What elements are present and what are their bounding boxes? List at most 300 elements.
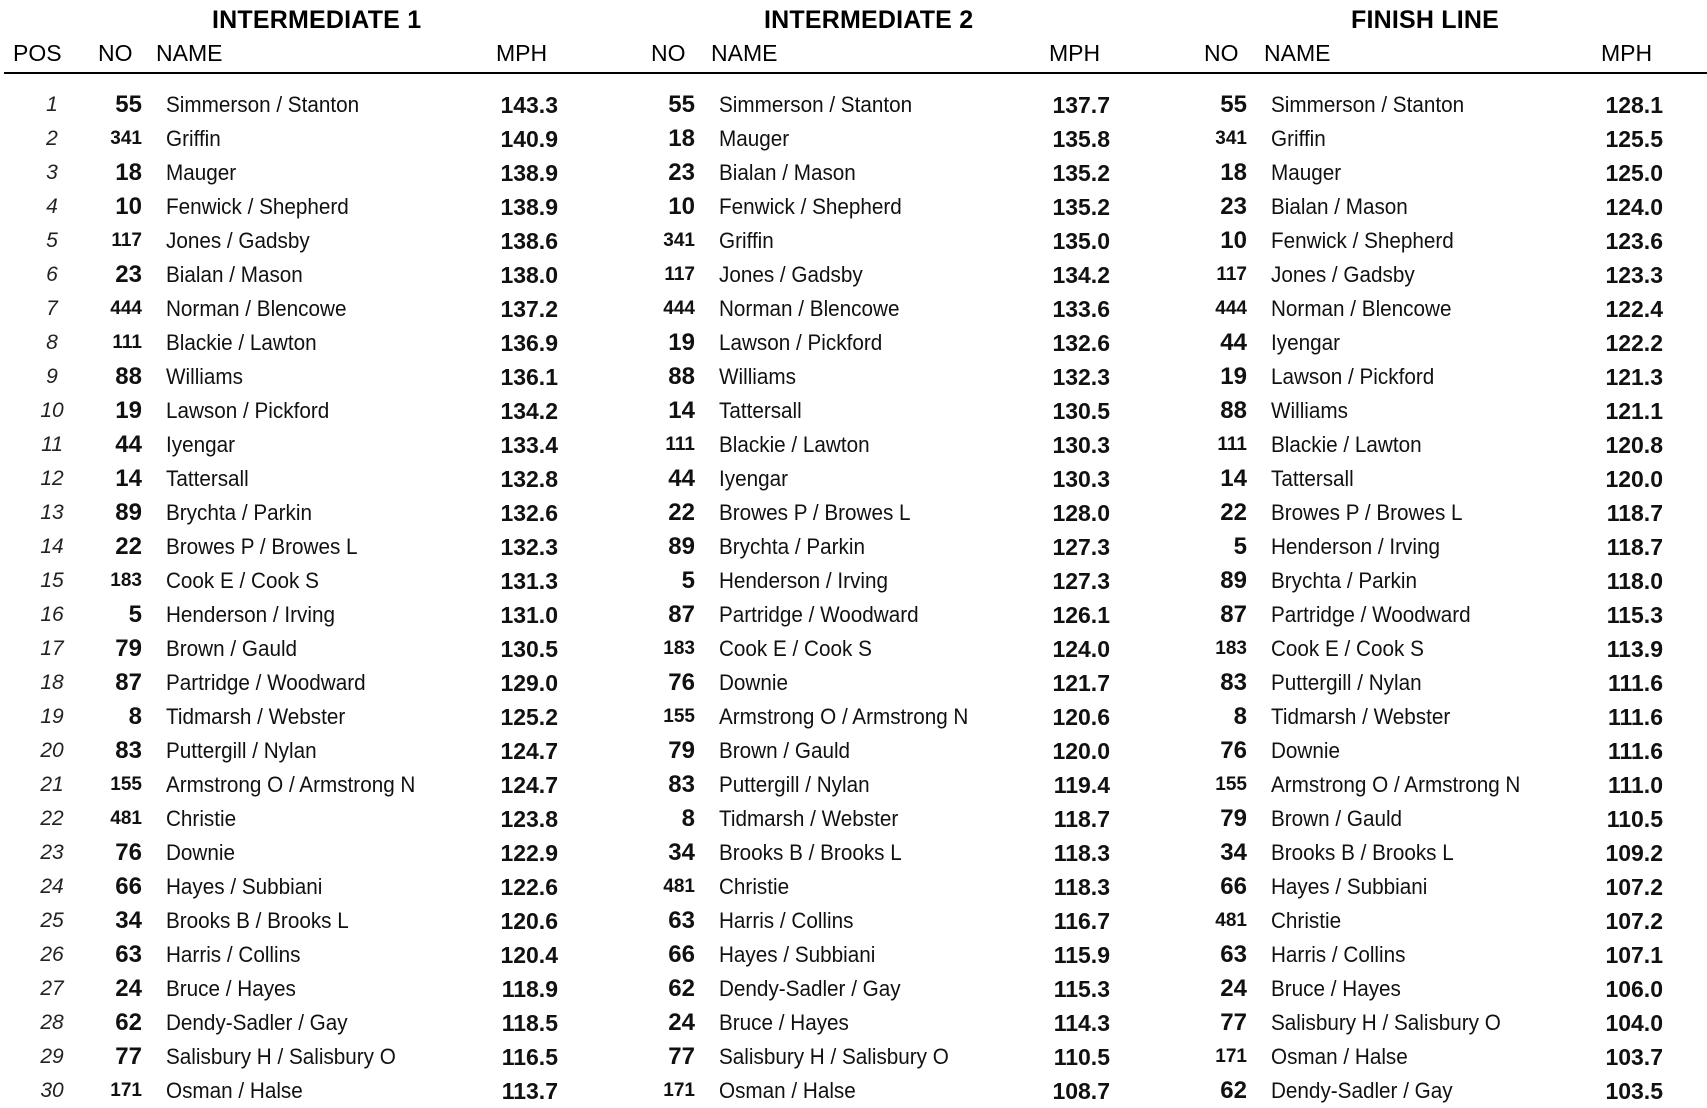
entry-number-cell: 22: [1220, 499, 1247, 526]
crew-name-cell: Salisbury H / Salisbury O: [719, 1044, 949, 1069]
position-cell: 25: [40, 909, 64, 932]
crew-name-cell: Dendy-Sadler / Gay: [166, 1010, 348, 1035]
speed-mph-cell: 138.0: [500, 262, 558, 288]
entry-number-cell: 89: [1220, 567, 1247, 594]
table-row: [0, 734, 1707, 768]
position-cell: 24: [40, 875, 64, 898]
entry-number-cell: 14: [115, 465, 142, 492]
speed-mph-cell: 118.3: [1053, 840, 1110, 866]
header-mph-3: MPH: [1601, 40, 1653, 66]
entry-number-cell: 88: [1220, 397, 1247, 424]
entry-number-cell: 155: [663, 706, 695, 727]
speed-mph-cell: 113.7: [501, 1078, 558, 1104]
table-row: [0, 598, 1707, 632]
crew-name-cell: Hayes / Subbiani: [1271, 874, 1428, 899]
table-row: [0, 224, 1707, 258]
entry-number-cell: 14: [668, 397, 695, 424]
table-row: [0, 938, 1707, 972]
entry-number-cell: 87: [1220, 601, 1247, 628]
crew-name-cell: Norman / Blencowe: [166, 296, 347, 321]
entry-number-cell: 87: [115, 669, 142, 696]
entry-number-cell: 19: [668, 329, 695, 356]
crew-name-cell: Tidmarsh / Webster: [719, 806, 899, 831]
speed-mph-cell: 125.5: [1605, 126, 1663, 152]
entry-number-cell: 89: [115, 499, 142, 526]
entry-number-cell: 341: [1215, 128, 1247, 149]
speed-mph-cell: 116.5: [501, 1044, 558, 1070]
entry-number-cell: 62: [668, 975, 695, 1002]
speed-mph-cell: 121.7: [1052, 670, 1110, 696]
speed-mph-cell: 120.8: [1605, 432, 1663, 458]
crew-name-cell: Griffin: [719, 228, 774, 253]
entry-number-cell: 341: [663, 230, 695, 251]
table-row: [0, 462, 1707, 496]
crew-name-cell: Partridge / Woodward: [1271, 602, 1471, 627]
crew-name-cell: Tidmarsh / Webster: [166, 704, 346, 729]
entry-number-cell: 88: [115, 363, 142, 390]
crew-name-cell: Williams: [1271, 398, 1348, 423]
position-cell: 20: [40, 739, 64, 762]
entry-number-cell: 34: [115, 907, 142, 934]
crew-name-cell: Puttergill / Nylan: [1271, 670, 1422, 695]
speed-mph-cell: 111.0: [1607, 772, 1663, 798]
speed-mph-cell: 133.4: [500, 432, 558, 458]
speed-mph-cell: 108.7: [1052, 1078, 1110, 1104]
crew-name-cell: Henderson / Irving: [166, 602, 335, 627]
table-row: [0, 666, 1707, 700]
speed-mph-cell: 119.4: [1053, 772, 1110, 798]
crew-name-cell: Puttergill / Nylan: [719, 772, 870, 797]
crew-name-cell: Brychta / Parkin: [719, 534, 865, 559]
entry-number-cell: 171: [110, 1080, 142, 1101]
speed-mph-cell: 107.2: [1605, 908, 1663, 934]
speed-mph-cell: 111.6: [1607, 738, 1663, 764]
header-no-2: NO: [651, 40, 686, 66]
table-row: [0, 292, 1707, 326]
entry-number-cell: 444: [663, 298, 695, 319]
crew-name-cell: Mauger: [719, 126, 790, 151]
header-divider: [4, 72, 1707, 74]
speed-mph-cell: 118.7: [1053, 806, 1110, 832]
position-cell: 18: [40, 671, 64, 694]
crew-name-cell: Mauger: [1271, 160, 1342, 185]
entry-number-cell: 77: [1220, 1009, 1247, 1036]
entry-number-cell: 55: [1220, 91, 1247, 118]
speed-mph-cell: 121.3: [1605, 364, 1663, 390]
table-row: [0, 870, 1707, 904]
table-row: [0, 632, 1707, 666]
position-cell: 22: [40, 807, 64, 830]
speed-mph-cell: 136.1: [500, 364, 558, 390]
crew-name-cell: Lawson / Pickford: [719, 330, 883, 355]
table-row: [0, 1074, 1707, 1108]
position-cell: 26: [40, 943, 64, 966]
table-row: [0, 428, 1707, 462]
crew-name-cell: Salisbury H / Salisbury O: [166, 1044, 396, 1069]
section-title-intermediate-1: INTERMEDIATE 1: [212, 6, 422, 34]
position-cell: 1: [46, 93, 58, 116]
table-row: [0, 496, 1707, 530]
crew-name-cell: Simmerson / Stanton: [719, 92, 913, 117]
entry-number-cell: 8: [681, 805, 695, 832]
entry-number-cell: 481: [110, 808, 142, 829]
entry-number-cell: 117: [664, 264, 695, 285]
crew-name-cell: Armstrong O / Armstrong N: [166, 772, 416, 797]
speed-mph-cell: 110.5: [1606, 806, 1663, 832]
table-row: [0, 156, 1707, 190]
table-row: [0, 904, 1707, 938]
crew-name-cell: Harris / Collins: [166, 942, 301, 967]
position-cell: 15: [40, 569, 64, 592]
entry-number-cell: 10: [668, 193, 695, 220]
crew-name-cell: Osman / Halse: [719, 1078, 856, 1103]
entry-number-cell: 83: [668, 771, 695, 798]
speed-mph-cell: 115.3: [1606, 602, 1663, 628]
speed-mph-cell: 137.2: [500, 296, 558, 322]
entry-number-cell: 10: [1220, 227, 1247, 254]
crew-name-cell: Norman / Blencowe: [719, 296, 900, 321]
entry-number-cell: 444: [110, 298, 142, 319]
entry-number-cell: 66: [1220, 873, 1247, 900]
speed-mph-cell: 104.0: [1605, 1010, 1663, 1036]
entry-number-cell: 5: [681, 567, 695, 594]
speed-mph-cell: 135.8: [1052, 126, 1110, 152]
speed-mph-cell: 120.6: [500, 908, 558, 934]
position-cell: 21: [40, 773, 64, 796]
crew-name-cell: Browes P / Browes L: [719, 500, 911, 525]
crew-name-cell: Fenwick / Shepherd: [719, 194, 902, 219]
entry-number-cell: 22: [115, 533, 142, 560]
position-cell: 9: [46, 365, 58, 388]
crew-name-cell: Tattersall: [719, 398, 802, 423]
speed-mph-cell: 107.2: [1605, 874, 1663, 900]
section-title-intermediate-2: INTERMEDIATE 2: [764, 6, 974, 34]
speed-mph-cell: 118.7: [1606, 534, 1663, 560]
table-row: [0, 326, 1707, 360]
speed-mph-cell: 116.7: [1053, 908, 1110, 934]
table-row: [0, 700, 1707, 734]
speed-mph-cell: 130.3: [1052, 432, 1110, 458]
header-name-2: NAME: [711, 40, 778, 66]
speed-mph-cell: 136.9: [500, 330, 558, 356]
table-row: [0, 88, 1707, 122]
table-row: [0, 122, 1707, 156]
speed-mph-cell: 110.5: [1053, 1044, 1110, 1070]
speed-mph-cell: 113.9: [1606, 636, 1663, 662]
entry-number-cell: 481: [1215, 910, 1247, 931]
position-cell: 30: [40, 1079, 64, 1102]
speed-mph-cell: 133.6: [1052, 296, 1110, 322]
crew-name-cell: Brown / Gauld: [166, 636, 298, 661]
crew-name-cell: Cook E / Cook S: [166, 568, 319, 593]
crew-name-cell: Jones / Gadsby: [166, 228, 310, 253]
speed-mph-cell: 120.4: [500, 942, 558, 968]
speed-mph-cell: 107.1: [1605, 942, 1663, 968]
position-cell: 17: [40, 637, 64, 660]
crew-name-cell: Armstrong O / Armstrong N: [1271, 772, 1521, 797]
entry-number-cell: 87: [668, 601, 695, 628]
speed-mph-cell: 132.8: [500, 466, 558, 492]
position-cell: 19: [40, 705, 64, 728]
speed-mph-cell: 125.0: [1605, 160, 1663, 186]
table-row: [0, 258, 1707, 292]
crew-name-cell: Henderson / Irving: [1271, 534, 1440, 559]
entry-number-cell: 79: [668, 737, 695, 764]
crew-name-cell: Norman / Blencowe: [1271, 296, 1452, 321]
entry-number-cell: 55: [115, 91, 142, 118]
entry-number-cell: 24: [668, 1009, 695, 1036]
crew-name-cell: Osman / Halse: [1271, 1044, 1408, 1069]
entry-number-cell: 23: [668, 159, 695, 186]
crew-name-cell: Griffin: [166, 126, 221, 151]
entry-number-cell: 79: [115, 635, 142, 662]
table-row: [0, 190, 1707, 224]
entry-number-cell: 34: [1220, 839, 1247, 866]
position-cell: 16: [40, 603, 64, 626]
speed-mph-cell: 135.2: [1052, 194, 1110, 220]
entry-number-cell: 89: [668, 533, 695, 560]
speed-mph-cell: 127.3: [1052, 534, 1110, 560]
position-cell: 10: [40, 399, 64, 422]
speed-mph-cell: 130.3: [1052, 466, 1110, 492]
crew-name-cell: Simmerson / Stanton: [1271, 92, 1465, 117]
entry-number-cell: 117: [111, 230, 142, 251]
crew-name-cell: Brychta / Parkin: [1271, 568, 1417, 593]
crew-name-cell: Downie: [1271, 738, 1340, 763]
table-row: [0, 972, 1707, 1006]
speed-mph-cell: 123.3: [1605, 262, 1663, 288]
crew-name-cell: Partridge / Woodward: [719, 602, 919, 627]
speed-mph-cell: 109.2: [1605, 840, 1663, 866]
crew-name-cell: Bialan / Mason: [1271, 194, 1408, 219]
speed-mph-cell: 124.0: [1605, 194, 1663, 220]
speed-mph-cell: 130.5: [500, 636, 558, 662]
table-row: [0, 802, 1707, 836]
position-cell: 12: [40, 467, 64, 490]
speed-mph-cell: 125.2: [500, 704, 558, 730]
crew-name-cell: Brooks B / Brooks L: [166, 908, 349, 933]
crew-name-cell: Bialan / Mason: [719, 160, 856, 185]
entry-number-cell: 44: [668, 465, 695, 492]
speed-mph-cell: 118.3: [1053, 874, 1110, 900]
speed-mph-cell: 128.0: [1052, 500, 1110, 526]
crew-name-cell: Brown / Gauld: [719, 738, 851, 763]
crew-name-cell: Tattersall: [166, 466, 249, 491]
crew-name-cell: Brychta / Parkin: [166, 500, 312, 525]
entry-number-cell: 8: [128, 703, 142, 730]
crew-name-cell: Lawson / Pickford: [1271, 364, 1435, 389]
crew-name-cell: Griffin: [1271, 126, 1326, 151]
crew-name-cell: Harris / Collins: [719, 908, 854, 933]
position-cell: 8: [46, 331, 58, 354]
speed-mph-cell: 134.2: [500, 398, 558, 424]
speed-mph-cell: 124.7: [500, 738, 558, 764]
entry-number-cell: 5: [1233, 533, 1247, 560]
crew-name-cell: Blackie / Lawton: [1271, 432, 1422, 457]
speed-mph-cell: 135.2: [1052, 160, 1110, 186]
speed-mph-cell: 128.1: [1605, 92, 1663, 118]
speed-mph-cell: 115.9: [1053, 942, 1110, 968]
entry-number-cell: 79: [1220, 805, 1247, 832]
crew-name-cell: Hayes / Subbiani: [166, 874, 323, 899]
header-name-1: NAME: [156, 40, 223, 66]
speed-mph-cell: 132.6: [500, 500, 558, 526]
speed-mph-cell: 132.3: [1052, 364, 1110, 390]
header-name-3: NAME: [1264, 40, 1331, 66]
entry-number-cell: 22: [668, 499, 695, 526]
position-cell: 4: [46, 195, 58, 218]
crew-name-cell: Cook E / Cook S: [719, 636, 872, 661]
entry-number-cell: 77: [115, 1043, 142, 1070]
entry-number-cell: 183: [1215, 638, 1247, 659]
crew-name-cell: Iyengar: [1271, 330, 1340, 355]
table-row: [0, 564, 1707, 598]
crew-name-cell: Simmerson / Stanton: [166, 92, 360, 117]
speed-mph-cell: 118.7: [1606, 500, 1663, 526]
entry-number-cell: 83: [1220, 669, 1247, 696]
speed-mph-cell: 106.0: [1605, 976, 1663, 1002]
entry-number-cell: 63: [668, 907, 695, 934]
crew-name-cell: Christie: [166, 806, 237, 831]
speed-mph-cell: 132.3: [500, 534, 558, 560]
header-pos: POS: [13, 40, 62, 66]
entry-number-cell: 34: [668, 839, 695, 866]
position-cell: 5: [46, 229, 58, 252]
crew-name-cell: Fenwick / Shepherd: [166, 194, 349, 219]
speed-mph-cell: 122.2: [1605, 330, 1663, 356]
crew-name-cell: Brooks B / Brooks L: [1271, 840, 1454, 865]
entry-number-cell: 341: [110, 128, 142, 149]
speed-mph-cell: 118.9: [501, 976, 558, 1002]
entry-number-cell: 19: [1220, 363, 1247, 390]
table-row: [0, 1006, 1707, 1040]
section-title-finish-line: FINISH LINE: [1351, 6, 1500, 34]
entry-number-cell: 63: [1220, 941, 1247, 968]
crew-name-cell: Blackie / Lawton: [719, 432, 870, 457]
crew-name-cell: Bruce / Hayes: [719, 1010, 849, 1035]
crew-name-cell: Salisbury H / Salisbury O: [1271, 1010, 1501, 1035]
crew-name-cell: Bialan / Mason: [166, 262, 303, 287]
entry-number-cell: 63: [115, 941, 142, 968]
crew-name-cell: Jones / Gadsby: [719, 262, 863, 287]
entry-number-cell: 83: [115, 737, 142, 764]
position-cell: 7: [46, 297, 58, 320]
crew-name-cell: Browes P / Browes L: [1271, 500, 1463, 525]
crew-name-cell: Tattersall: [1271, 466, 1354, 491]
speed-mph-cell: 124.7: [500, 772, 558, 798]
entry-number-cell: 24: [1220, 975, 1247, 1002]
table-row: [0, 360, 1707, 394]
crew-name-cell: Osman / Halse: [166, 1078, 303, 1103]
entry-number-cell: 62: [1220, 1077, 1247, 1104]
crew-name-cell: Jones / Gadsby: [1271, 262, 1415, 287]
entry-number-cell: 8: [1233, 703, 1247, 730]
crew-name-cell: Dendy-Sadler / Gay: [1271, 1078, 1453, 1103]
crew-name-cell: Henderson / Irving: [719, 568, 888, 593]
entry-number-cell: 117: [1216, 264, 1247, 285]
entry-number-cell: 155: [110, 774, 142, 795]
header-mph-1: MPH: [496, 40, 548, 66]
entry-number-cell: 183: [110, 570, 142, 591]
crew-name-cell: Puttergill / Nylan: [166, 738, 317, 763]
crew-name-cell: Christie: [1271, 908, 1342, 933]
entry-number-cell: 111: [112, 332, 142, 353]
speed-mph-cell: 118.0: [1606, 568, 1663, 594]
speed-mph-cell: 127.3: [1052, 568, 1110, 594]
entry-number-cell: 111: [1217, 434, 1247, 455]
speed-mph-cell: 123.8: [500, 806, 558, 832]
speed-mph-cell: 124.0: [1052, 636, 1110, 662]
speed-mph-cell: 120.6: [1052, 704, 1110, 730]
entry-number-cell: 14: [1220, 465, 1247, 492]
speed-mph-cell: 135.0: [1052, 228, 1110, 254]
crew-name-cell: Tidmarsh / Webster: [1271, 704, 1451, 729]
entry-number-cell: 23: [1220, 193, 1247, 220]
position-cell: 3: [46, 161, 58, 184]
entry-number-cell: 183: [663, 638, 695, 659]
speed-mph-cell: 120.0: [1605, 466, 1663, 492]
speed-mph-cell: 140.9: [500, 126, 558, 152]
crew-name-cell: Downie: [166, 840, 235, 865]
crew-name-cell: Lawson / Pickford: [166, 398, 330, 423]
speed-mph-cell: 111.6: [1607, 670, 1663, 696]
crew-name-cell: Christie: [719, 874, 790, 899]
speed-mph-cell: 118.5: [501, 1010, 558, 1036]
crew-name-cell: Cook E / Cook S: [1271, 636, 1424, 661]
crew-name-cell: Brown / Gauld: [1271, 806, 1403, 831]
entry-number-cell: 24: [115, 975, 142, 1002]
speed-mph-cell: 138.9: [500, 194, 558, 220]
crew-name-cell: Hayes / Subbiani: [719, 942, 876, 967]
entry-number-cell: 18: [115, 159, 142, 186]
crew-name-cell: Bruce / Hayes: [166, 976, 296, 1001]
speed-mph-cell: 123.6: [1605, 228, 1663, 254]
entry-number-cell: 444: [1215, 298, 1247, 319]
crew-name-cell: Browes P / Browes L: [166, 534, 358, 559]
speed-mph-cell: 114.3: [1053, 1010, 1110, 1036]
speed-mph-cell: 121.1: [1605, 398, 1663, 424]
speed-mph-cell: 103.5: [1605, 1078, 1663, 1104]
speed-mph-cell: 111.6: [1607, 704, 1663, 730]
crew-name-cell: Williams: [166, 364, 243, 389]
entry-number-cell: 23: [115, 261, 142, 288]
speed-mph-cell: 132.6: [1052, 330, 1110, 356]
entry-number-cell: 111: [665, 434, 695, 455]
crew-name-cell: Iyengar: [719, 466, 788, 491]
crew-name-cell: Armstrong O / Armstrong N: [719, 704, 969, 729]
entry-number-cell: 88: [668, 363, 695, 390]
entry-number-cell: 44: [115, 431, 142, 458]
entry-number-cell: 44: [1220, 329, 1247, 356]
entry-number-cell: 66: [115, 873, 142, 900]
table-row: [0, 836, 1707, 870]
speed-mph-cell: 122.4: [1605, 296, 1663, 322]
speed-mph-cell: 103.7: [1605, 1044, 1663, 1070]
header-no-1: NO: [98, 40, 133, 66]
table-row: [0, 768, 1707, 802]
entry-number-cell: 76: [668, 669, 695, 696]
entry-number-cell: 171: [663, 1080, 695, 1101]
position-cell: 13: [40, 501, 64, 524]
crew-name-cell: Partridge / Woodward: [166, 670, 366, 695]
speed-mph-cell: 138.6: [500, 228, 558, 254]
table-row: [0, 394, 1707, 428]
speed-mph-cell: 137.7: [1052, 92, 1110, 118]
position-cell: 27: [40, 977, 64, 1000]
header-mph-2: MPH: [1049, 40, 1101, 66]
entry-number-cell: 155: [1215, 774, 1247, 795]
entry-number-cell: 19: [115, 397, 142, 424]
